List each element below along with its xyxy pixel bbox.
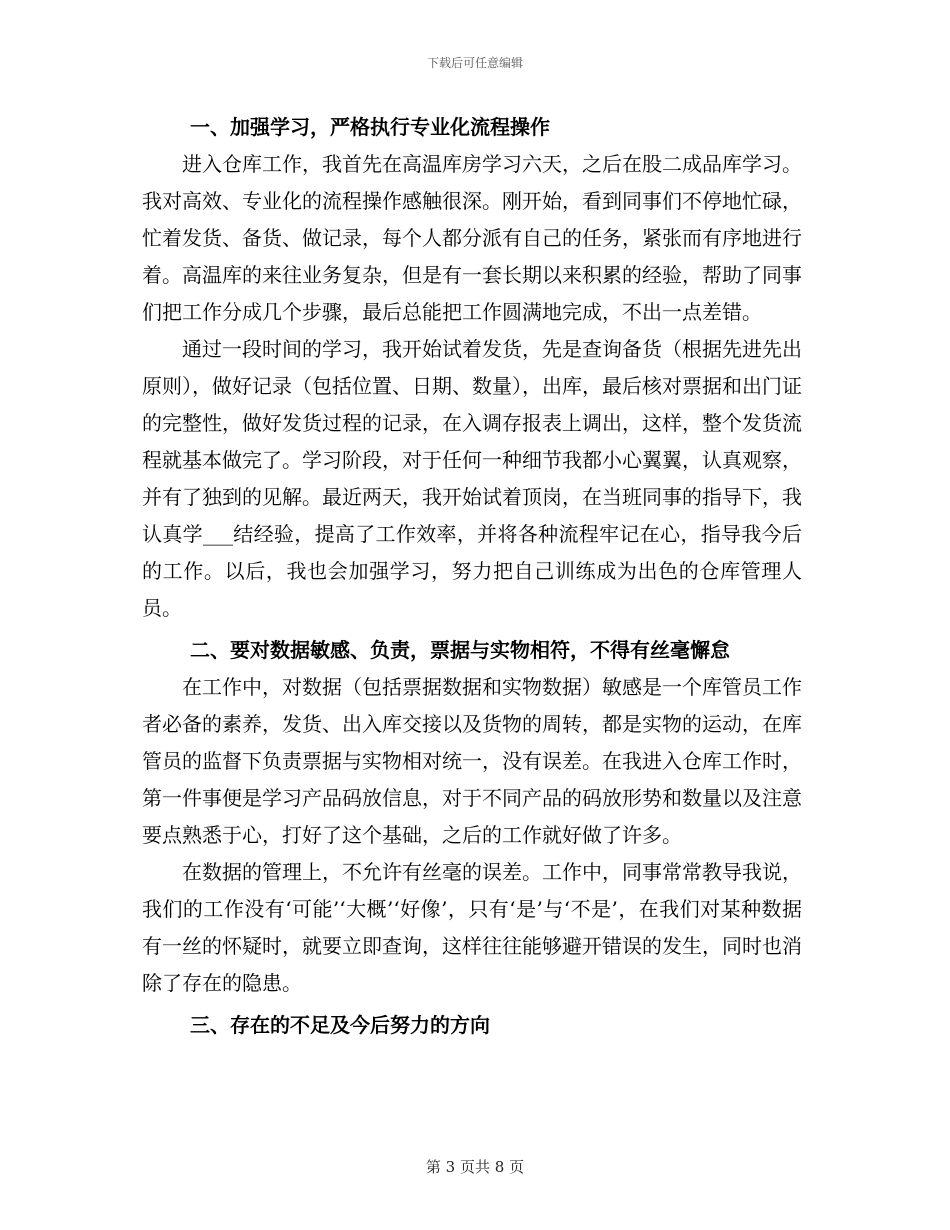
page-header: 下载后可任意编辑 [426, 56, 523, 70]
section-heading-2: 二、要对数据敏感、负责，票据与实物相符，不得有丝毫懈怠 [190, 638, 730, 662]
section-heading-1: 一、加强学习，严格执行专业化流程操作 [190, 115, 550, 139]
paragraph: 通过一段时间的学习，我开始试着发货，先是查询备货（根据先进先出原则），做好记录（包括位置、日期、数量），出库，最后核对票据和出门证的完整性，做好发货过程的记录，在入调存报表上调出，这样，整个发货流程就基本做完了。学习阶段，对于任何一种细节我都小心翼翼，认真观察，并有了独到的见解。最近两天，我开始试着顶岗，在当班同事的指导下，我认真学___结经验，提高了工作效率，并将各种流程牢记在心，指导我今后的工作。以后，我也会加强学习，努力把自己训练成为出色的仓库管理人员。 [142, 337, 802, 620]
paragraph: 在工作中，对数据（包括票据数据和实物数据）敏感是一个库管员工作者必备的素养，发货、出入库交接以及货物的周转，都是实物的运动，在库管员的监督下负责票据与实物相对统一，没有误差。在我进入仓库工作时，第一件事便是学习产品码放信息，对于不同产品的码放形势和数量以及注意要点熟悉于心，打好了这个基础，之后的工作就好做了许多。 [142, 675, 802, 847]
paragraph: 在数据的管理上，不允许有丝毫的误差。工作中，同事常常教导我说，我们的工作没有‘可能’‘大概’‘好像’，只有‘是’与‘不是’，在我们对某种数据有一丝的怀疑时，就要立即查询，这样往往能够避开错误的发生，同时也消除了存在的隐患。 [142, 860, 802, 995]
page-footer: 第 3 页共 8 页 [425, 1158, 525, 1176]
paragraph: 进入仓库工作，我首先在高温库房学习六天，之后在股二成品库学习。我对高效、专业化的流程操作感触很深。刚开始，看到同事们不停地忙碌，忙着发货、备货、做记录，每个人都分派有自己的任务，紧张而有序地进行着。高温库的来往业务复杂，但是有一套长期以来积累的经验，帮助了同事们把工作分成几个步骤，最后总能把工作圆满地完成，不出一点差错。 [142, 152, 802, 324]
document-body [142, 108, 802, 1044]
section-heading-3: 三、存在的不足及今后努力的方向 [190, 1013, 490, 1037]
